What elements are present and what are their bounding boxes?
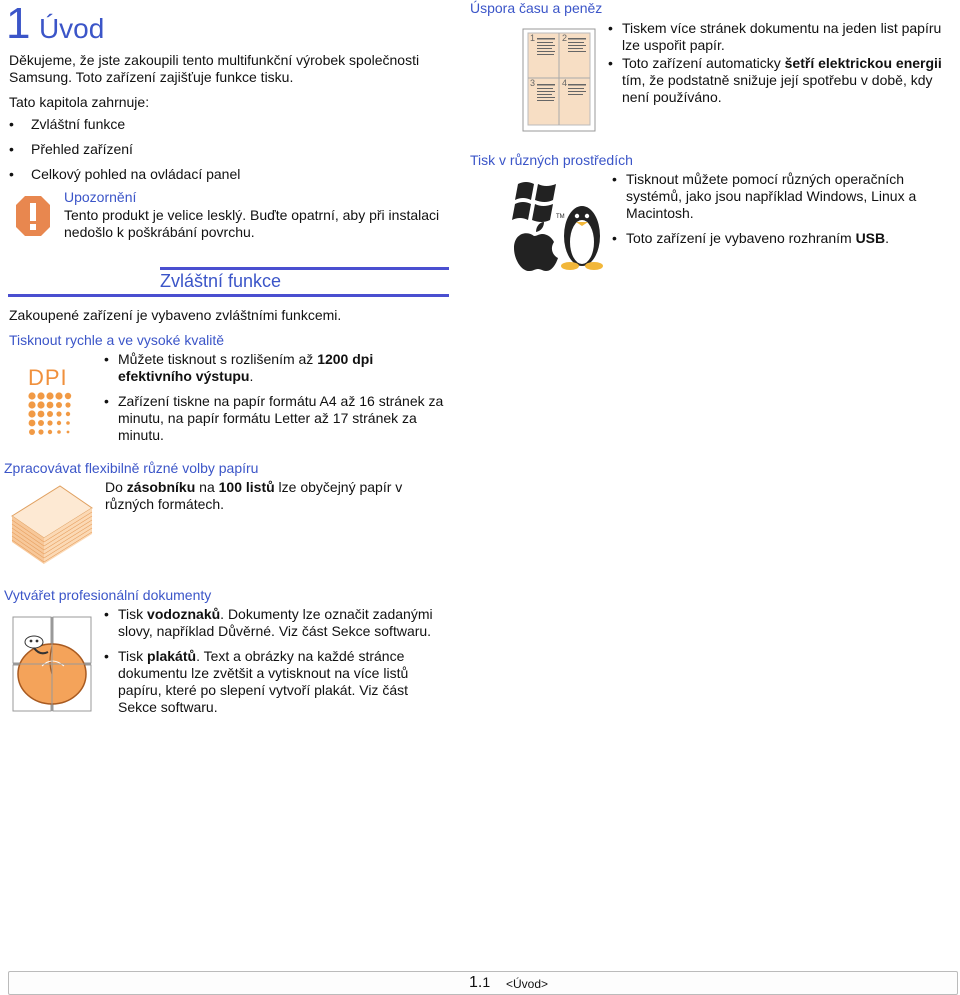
docs-title: Vytvářet profesionální dokumenty — [4, 587, 212, 603]
list-item: • Můžete tisknout s rozlišením až 1200 dpi efektivního výstupu. — [104, 351, 449, 385]
list-item: • Toto zařízení automaticky šetří elektrickou energii tím, že podstatně snižuje její spotřebu v době, kdy není používáno. — [608, 55, 958, 106]
save-list — [608, 20, 958, 106]
list-item: • Tiskem více stránek dokumentu na jeden list papíru lze uspořit papír. — [608, 20, 958, 54]
page-number-label: 2 — [562, 33, 568, 43]
footer-section: <Úvod> — [506, 977, 549, 991]
list-item: • Celkový pohled na ovládací panel — [9, 166, 429, 183]
caution-text: Tento produkt je velice lesklý. Buďte opatrní, aby při instalaci nedošlo k poškrábání povrchu. — [64, 207, 440, 240]
section-heading: Zvláštní funkce — [160, 271, 282, 291]
trademark-label: TM — [556, 214, 565, 220]
list-item: • Zvláštní funkce — [9, 116, 429, 133]
env-list — [612, 171, 942, 247]
list-item: • Tisk plakátů. Text a obrázky na každé stránce dokumentu lze zvětšit a vytisknout na více listů papíru, které po slepení vytvoří plakát. Viz část Sekce softwaru. — [104, 648, 449, 716]
list-item: • Tisk vodoznaků. Dokumenty lze označit zadanými slovy, například Důvěrné. Viz část Sekce softwaru. — [104, 606, 449, 640]
list-item: • Tisknout můžete pomocí různých operačních systémů, jako jsou například Windows, Linux a Macintosh. — [612, 171, 942, 222]
page-number-label: 4 — [562, 78, 568, 88]
quality-list — [104, 351, 449, 444]
env-title: Tisk v různých prostředích — [470, 152, 633, 168]
linux-icon — [561, 206, 603, 270]
dpi-icon-text: DPI — [28, 365, 68, 390]
save-title: Úspora času a peněz — [470, 0, 603, 16]
multipage-icon — [522, 28, 596, 132]
list-item: • Přehled zařízení — [9, 141, 429, 158]
os-icons — [512, 176, 608, 272]
list-item: • Zařízení tiskne na papír formátu A4 až 16 stránek za minutu, na papír formátu Letter až 17 stránek za minutu. — [104, 393, 449, 444]
intro-text: Děkujeme, že jste zakoupili tento multifunkční výrobek společnosti Samsung. Toto zařízení zajišťuje funkce tisku. — [9, 52, 420, 85]
paper-text: Do zásobníku na 100 listů lze obyčejný papír v různých formátech. — [105, 479, 403, 512]
apple-icon — [514, 222, 558, 271]
dpi-icon — [28, 366, 76, 438]
paper-stack-icon — [10, 484, 94, 566]
quality-title: Tisknout rychle a ve vysoké kvalitě — [9, 332, 225, 348]
footer-page-number: 1.1 — [469, 974, 491, 991]
page-number-label: 1 — [530, 33, 536, 43]
caution-title: Upozornění — [64, 189, 137, 205]
chapter-covers-label: Tato kapitola zahrnuje: — [9, 94, 150, 110]
docs-list — [104, 606, 449, 716]
caution-icon — [16, 196, 50, 236]
section-intro: Zakoupené zařízení je vybaveno zvláštními funkcemi. — [9, 307, 342, 323]
page-number-label: 3 — [530, 78, 536, 88]
poster-icon — [12, 616, 92, 712]
chapter-contents-list — [9, 116, 429, 191]
page-footer — [8, 971, 958, 995]
windows-icon — [512, 182, 556, 222]
paper-title: Zpracovávat flexibilně různé volby papíru — [4, 460, 259, 476]
chapter-title — [6, 0, 104, 53]
list-item: • Toto zařízení je vybaveno rozhraním USB. — [612, 230, 942, 247]
chapter-name: Úvod — [38, 13, 105, 44]
chapter-number: 1 — [6, 0, 31, 48]
section-rule-bottom — [8, 294, 449, 297]
